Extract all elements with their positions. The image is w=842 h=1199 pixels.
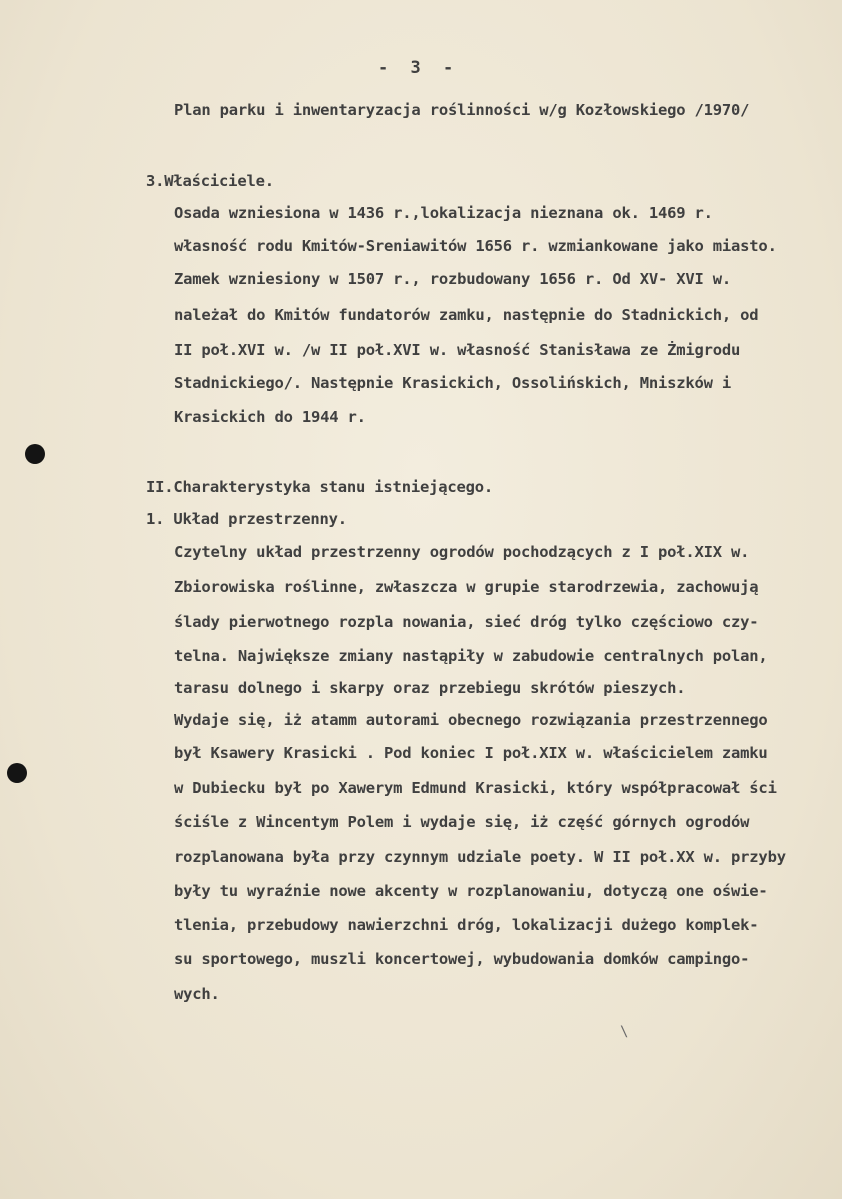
characteristics-line: były tu wyraźnie nowe akcenty w rozplanowaniu, dotyczą one oświe- (174, 882, 768, 900)
punch-hole-bottom (7, 763, 27, 783)
characteristics-line: ślady pierwotnego rozpla nowania, sieć dróg tylko częściowo czy- (174, 613, 759, 631)
owners-line: II poł.XVI w. /w II poł.XVI w. własność Stanisława ze Żmigrodu (174, 341, 741, 359)
section-characteristics-title: II.Charakterystyka stanu istniejącego. (146, 478, 494, 496)
characteristics-line: tlenia, przebudowy nawierzchni dróg, lokalizacji dużego komplek- (174, 916, 759, 934)
characteristics-line: w Dubiecku był po Xawerym Edmund Krasicki, który współpracował ści (174, 779, 777, 797)
owners-line: Osada wzniesiona w 1436 r.,lokalizacja nieznana ok. 1469 r. (174, 204, 713, 222)
characteristics-line: tarasu dolnego i skarpy oraz przebiegu skrótów pieszych. (174, 679, 686, 697)
owners-line: Zamek wzniesiony w 1507 r., rozbudowany 1656 r. Od XV- XVI w. (174, 270, 732, 288)
owners-line: własność rodu Kmitów-Sreniawitów 1656 r. wzmiankowane jako miasto. (174, 237, 777, 255)
subsection-title: 1. Układ przestrzenny. (146, 510, 347, 528)
characteristics-line: Wydaje się, iż atamm autorami obecnego rozwiązania przestrzennego (174, 711, 768, 729)
document-header: Plan parku i inwentaryzacja roślinności w/g Kozłowskiego /1970/ (174, 101, 750, 119)
characteristics-line: rozplanowana była przy czynnym udziale poety. W II poł.XX w. przyby (174, 848, 786, 866)
characteristics-line: su sportowego, muszli koncertowej, wybudowania domków campingo- (174, 950, 750, 968)
characteristics-line: Czytelny układ przestrzenny ogrodów pochodzących z I poł.XIX w. (174, 543, 750, 561)
characteristics-line: Zbiorowiska roślinne, zwłaszcza w grupie starodrzewia, zachowują (174, 578, 759, 596)
punch-hole-top (25, 444, 45, 464)
characteristics-line: wych. (174, 985, 220, 1003)
page-number: - 3 - (378, 58, 460, 78)
owners-line: Stadnickiego/. Następnie Krasickich, Ossolińskich, Mniszków i (174, 374, 732, 392)
owners-line: Krasickich do 1944 r. (174, 408, 366, 426)
characteristics-line: telna. Największe zmiany nastąpiły w zabudowie centralnych polan, (174, 647, 768, 665)
stray-mark: \ (620, 1024, 629, 1040)
owners-line: należał do Kmitów fundatorów zamku, następnie do Stadnickich, od (174, 306, 759, 324)
characteristics-line: był Ksawery Krasicki . Pod koniec I poł.XIX w. właścicielem zamku (174, 744, 768, 762)
characteristics-line: ściśle z Wincentym Polem i wydaje się, iż część górnych ogrodów (174, 813, 750, 831)
section-owners-title: 3.Właściciele. (146, 172, 274, 190)
